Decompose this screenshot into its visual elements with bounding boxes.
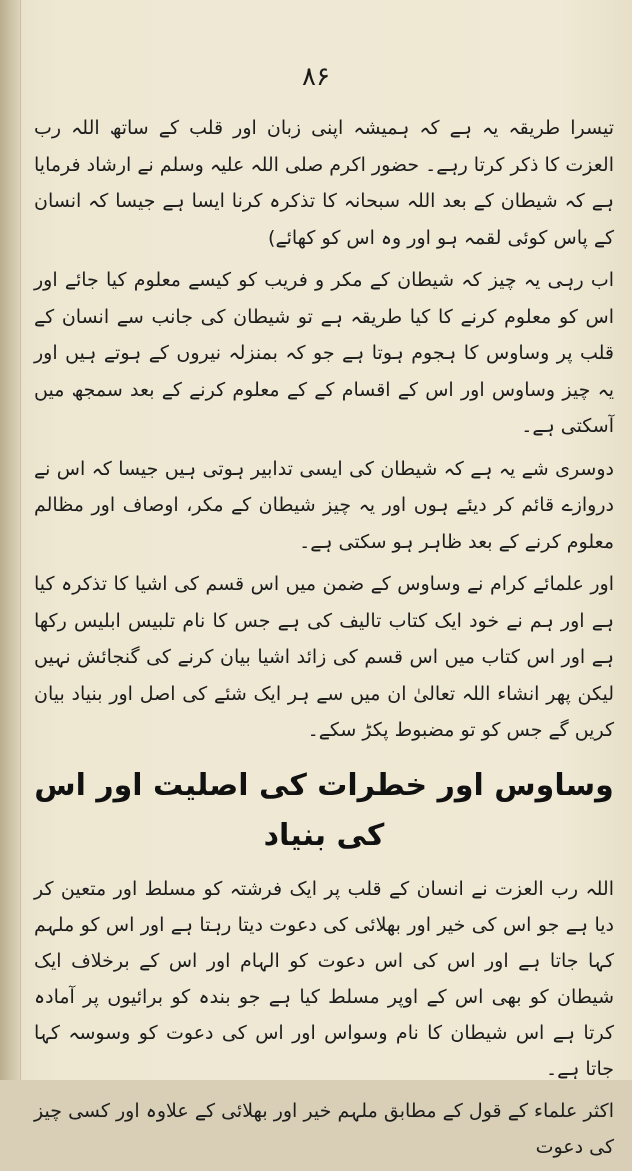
page-number: ۸۶ bbox=[302, 62, 330, 92]
paragraph-second-thing: دوسری شے یہ ہے کہ شیطان کی ایسی تدابیر ہوتی ہیں جیسا کہ اس نے دروازے قائم کر دیئے ہوں اور یہ چیز شیطان کے مکر، اوصاف اور مظالم معلوم کرنے کے بعد ظاہر ہو سکتی ہے۔ bbox=[34, 457, 614, 553]
section-heading: وساوس اور خطرات کی اصلیت اور اس کی بنیاد bbox=[34, 767, 614, 853]
paragraph-angel-and-devil: اللہ رب العزت نے انسان کے قلب پر ایک فرشتہ کو مسلط اور متعین کر دیا ہے جو اس کی خیر اور بھلائی کی دعوت دیتا رہتا ہے اور اس کو ملہم کہا جاتا ہے اور اس کی اس دعوت کو الہام اور اس کے برخلاف ایک شیطان کو بھی اس کے اوپر مسلط کیا ہے جو بندہ کو برائیوں پر آمادہ کرتا ہے اس شیطان کا نام وسواس اور اس کی دعوت کو وسوسہ کہا جاتا ہے۔ bbox=[34, 877, 614, 1080]
page-text bbox=[34, 110, 614, 1171]
book-gutter bbox=[0, 0, 21, 1080]
paragraph-scholars: اور علمائے کرام نے وساوس کے ضمن میں اس قسم کی اشیا کا تذکرہ کیا ہے اور ہم نے خود ایک کتاب تالیف کی ہے جس کا نام تلبیس ابلیس رکھا ہے اور اس کتاب میں اس قسم کی زائد اشیا بیان کرنے کی گنجائش نہیں لیکن پھر انشاء اللہ تعالیٰ ان میں سے ہر ایک شئے کی اصل اور بنیاد بیان کریں گے جس کو تو مضبوط پکڑ سکے۔ bbox=[34, 573, 614, 741]
paragraph-scholars-opinion: اکثر علماء کے قول کے مطابق ملہم خیر اور بھلائی کے علاوہ اور کسی چیز کی دعوت bbox=[34, 1099, 614, 1158]
paragraph-third-method: تیسرا طریقہ یہ ہے کہ ہمیشہ اپنی زبان اور قلب کے ساتھ اللہ رب العزت کا ذکر کرتا رہے۔ حضور اکرم صلی اللہ علیہ وسلم نے ارشاد فرمایا ہے کہ شیطان کے بعد اللہ سبحانہ کا تذکرہ کرنا ایسا ہے جیسا کہ انسان کے پاس کوئی لقمہ ہو اور وہ اس کو کھائے) bbox=[34, 117, 614, 249]
paragraph-knowing-deception: اب رہی یہ چیز کہ شیطان کے مکر و فریب کو کیسے معلوم کیا جائے اور اس کو معلوم کرنے کا کیا طریقہ ہے تو شیطان کی جانب سے انسان کے قلب پر وساوس کا ہجوم ہوتا ہے جو کہ بمنزلہ نیروں کے ہوتے ہیں اور یہ چیز وساوس اور اس کے اقسام کے کے معلوم کرنے کے بعد سمجھ میں آسکتی ہے۔ bbox=[34, 269, 614, 437]
